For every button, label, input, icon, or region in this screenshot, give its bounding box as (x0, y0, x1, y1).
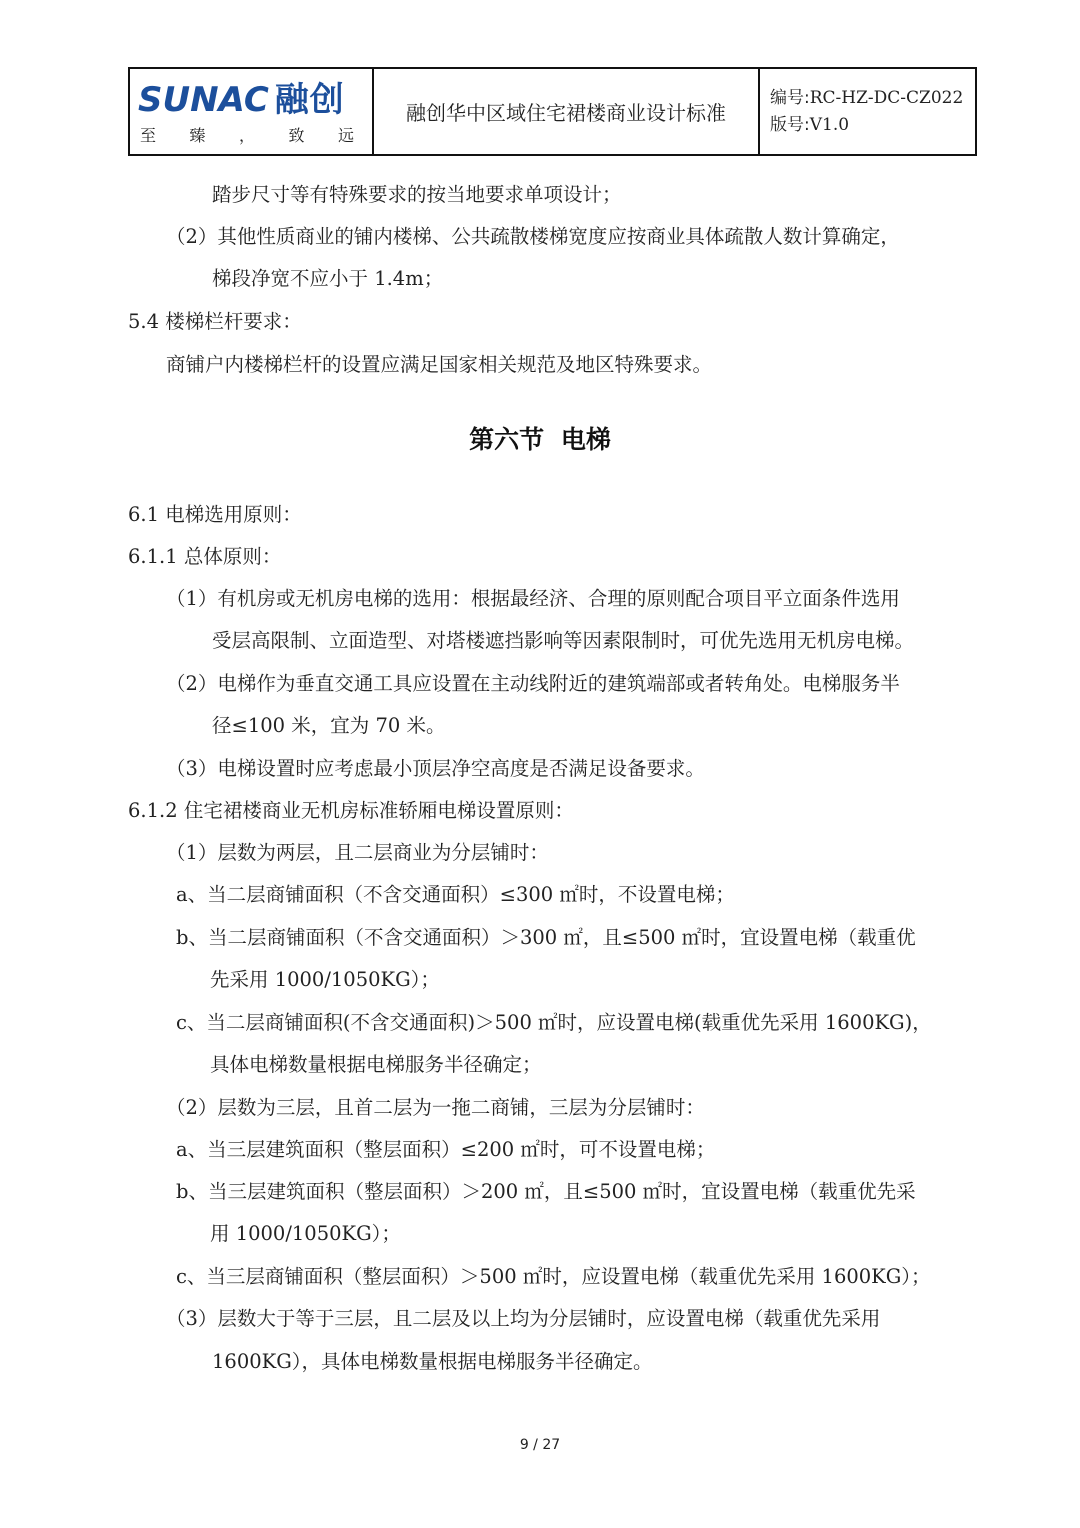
subsection-title: 6.1.2 住宅裙楼商业无机房标准轿厢电梯设置原则： (128, 799, 574, 822)
section-heading: 第六节 电梯 (469, 425, 611, 454)
document-title: 融创华中区域住宅裙楼商业设计标准 (374, 69, 760, 154)
slogan-char: 至 (140, 126, 157, 145)
slogan-char: ， (238, 126, 255, 145)
text-line: （2）层数为三层，且首二层为一拖二商铺，三层为分层铺时： (166, 1096, 705, 1119)
logo-slogan (140, 123, 354, 146)
document-header (128, 67, 977, 156)
document-code: 编号:RC-HZ-DC-CZ022 (770, 87, 964, 108)
text-line: （2）其他性质商业的铺内楼梯、公共疏散楼梯宽度应按商业具体疏散人数计算确定， (166, 225, 900, 248)
logo-cell (130, 69, 374, 154)
sunac-logo (138, 80, 345, 120)
text-line: a、当二层商铺面积（不含交通面积）≤300 ㎡时，不设置电梯； (176, 883, 735, 906)
text-line: （3）电梯设置时应考虑最小顶层净空高度是否满足设备要求。 (166, 757, 705, 780)
text-line: 商铺户内楼梯栏杆的设置应满足国家相关规范及地区特殊要求。 (166, 353, 713, 376)
subsection-title: 6.1 电梯选用原则： (128, 503, 302, 526)
slogan-char: 致 (288, 126, 305, 145)
text-line: c、当二层商铺面积(不含交通面积)＞500 ㎡时，应设置电梯(载重优先采用 1600KG)， (176, 1011, 932, 1034)
text-line: （1）有机房或无机房电梯的选用：根据最经济、合理的原则配合项目平立面条件选用 (166, 587, 900, 610)
text-line: a、当三层建筑面积（整层面积）≤200 ㎡时，可不设置电梯； (176, 1138, 716, 1161)
subsection-title: 5.4 楼梯栏杆要求： (128, 310, 302, 333)
text-line: 用 1000/1050KG）； (210, 1222, 401, 1245)
page-number: 9 / 27 (519, 1437, 561, 1453)
document-version: 版号:V1.0 (770, 114, 850, 135)
document-code-cell (760, 69, 975, 154)
text-line: c、当三层商铺面积（整层面积）＞500 ㎡时，应设置电梯（载重优先采用 1600KG）； (176, 1265, 931, 1288)
text-line: b、当三层建筑面积（整层面积）＞200 ㎡，且≤500 ㎡时，宜设置电梯（载重优先采 (176, 1180, 916, 1203)
text-line: 梯段净宽不应小于 1.4m； (212, 267, 444, 290)
slogan-char: 臻 (189, 126, 206, 145)
text-line: 受层高限制、立面造型、对塔楼遮挡影响等因素限制时，可优先选用无机房电梯。 (212, 629, 915, 652)
text-line: 踏步尺寸等有特殊要求的按当地要求单项设计； (212, 183, 622, 206)
text-line: （2）电梯作为垂直交通工具应设置在主动线附近的建筑端部或者转角处。电梯服务半 (166, 672, 900, 695)
subsection-title: 6.1.1 总体原则： (128, 545, 282, 568)
text-line: 1600KG），具体电梯数量根据电梯服务半径确定。 (212, 1350, 653, 1373)
text-line: 具体电梯数量根据电梯服务半径确定； (210, 1053, 542, 1076)
text-line: 先采用 1000/1050KG）； (210, 968, 440, 991)
slogan-char: 远 (337, 126, 354, 145)
logo-english: SUNAC (138, 80, 269, 120)
text-line: 径≤100 米，宜为 70 米。 (212, 714, 446, 737)
text-line: b、当二层商铺面积（不含交通面积）＞300 ㎡，且≤500 ㎡时，宜设置电梯（载重优 (176, 926, 916, 949)
logo-chinese: 融创 (274, 80, 345, 120)
text-line: （1）层数为两层，且二层商业为分层铺时： (166, 841, 549, 864)
text-line: （3）层数大于等于三层，且二层及以上均为分层铺时，应设置电梯（载重优先采用 (166, 1307, 881, 1330)
